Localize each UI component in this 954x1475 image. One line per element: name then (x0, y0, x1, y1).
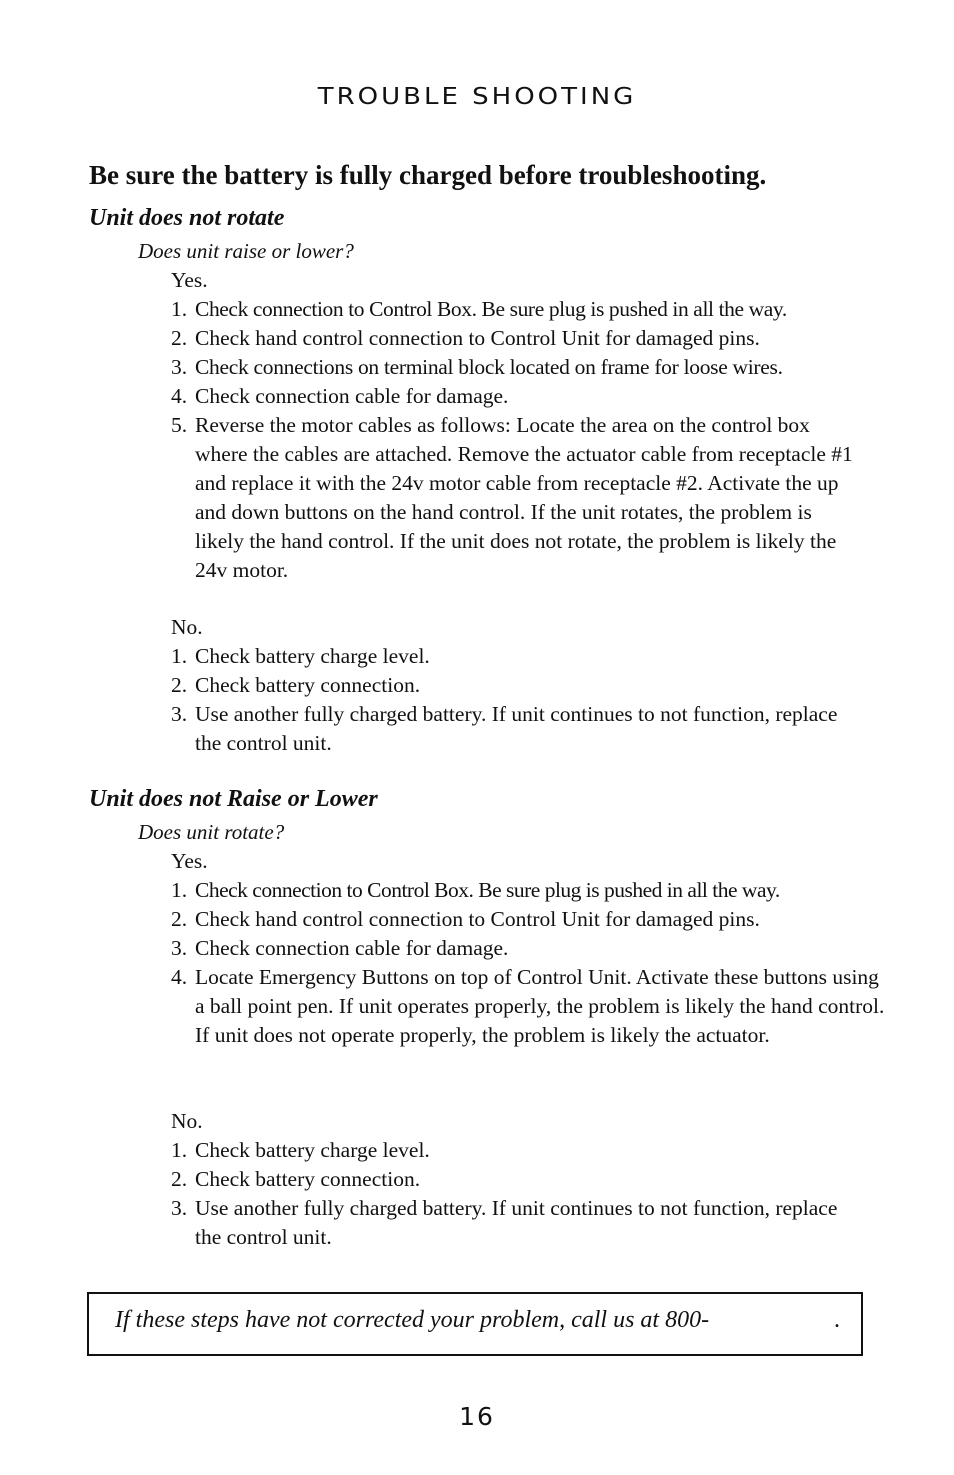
list-item (171, 905, 891, 934)
step-number: 1. (171, 1138, 188, 1162)
list-item (171, 963, 891, 1050)
question-rotate: Does unit rotate? (138, 820, 285, 844)
page-title: TROUBLE SHOOTING (317, 83, 637, 111)
list-item (171, 324, 891, 353)
section-heading-not-rotate: Unit does not rotate (89, 205, 285, 231)
step-text: Use another fully charged battery. If unit continues to not function, replace the control unit. (195, 1196, 838, 1249)
step-text: Check connections on terminal block located on frame for loose wires. (195, 355, 783, 379)
step-text: Check connection cable for damage. (195, 936, 509, 960)
step-number: 4. (171, 965, 188, 989)
step-text: Check battery connection. (195, 673, 421, 697)
steps-list (171, 876, 891, 1050)
step-number: 3. (171, 355, 188, 379)
answer-no-block (171, 613, 891, 758)
step-text: Use another fully charged battery. If unit continues to not function, replace the control unit. (195, 702, 838, 755)
step-number: 3. (171, 936, 188, 960)
steps-list (171, 642, 891, 758)
steps-list (171, 295, 891, 585)
step-number: 2. (171, 1167, 188, 1191)
list-item (171, 295, 891, 324)
contact-notice-box (87, 1292, 863, 1356)
section-heading-not-raise-lower: Unit does not Raise or Lower (89, 786, 378, 812)
list-item (171, 1194, 891, 1252)
step-number: 3. (171, 702, 188, 726)
list-item (171, 700, 891, 758)
step-number: 1. (171, 297, 188, 321)
step-text: Check hand control connection to Control Unit for damaged pins. (195, 326, 760, 350)
step-number: 2. (171, 907, 188, 931)
step-text: Check connection to Control Box. Be sure plug is pushed in all the way. (195, 297, 787, 321)
list-item (171, 1136, 891, 1165)
steps-list (171, 1136, 891, 1252)
answer-yes-block (171, 266, 891, 585)
answer-label-yes: Yes. (171, 268, 208, 292)
step-number: 5. (171, 413, 188, 437)
answer-no-block (171, 1107, 891, 1252)
step-text: Check hand control connection to Control Unit for damaged pins. (195, 907, 760, 931)
step-number: 3. (171, 1196, 188, 1220)
step-text: Locate Emergency Buttons on top of Control Unit. Activate these buttons using a ball point pen. If unit operates properly, the problem is likely the hand control. If unit does not operate properly, the problem is likely the actuator. (195, 965, 885, 1047)
answer-label-no: No. (171, 615, 203, 639)
page-number: 16 (459, 1402, 495, 1431)
step-number: 1. (171, 644, 188, 668)
contact-notice-text: If these steps have not corrected your problem, call us at 800- (115, 1307, 710, 1333)
question-raise-or-lower: Does unit raise or lower? (138, 239, 354, 263)
intro-statement: Be sure the battery is fully charged before troubleshooting. (89, 160, 767, 190)
list-item (171, 934, 891, 963)
list-item (171, 353, 891, 382)
contact-notice-period: . (834, 1307, 840, 1333)
step-text: Check battery connection. (195, 1167, 421, 1191)
answer-yes-block (171, 847, 891, 1050)
list-item (171, 876, 891, 905)
step-number: 2. (171, 673, 188, 697)
step-number: 1. (171, 878, 188, 902)
step-text: Check battery charge level. (195, 644, 430, 668)
answer-label-yes: Yes. (171, 849, 208, 873)
list-item (171, 382, 891, 411)
answer-label-no: No. (171, 1109, 203, 1133)
list-item (171, 411, 891, 585)
step-number: 4. (171, 384, 188, 408)
step-text: Check battery charge level. (195, 1138, 430, 1162)
step-number: 2. (171, 326, 188, 350)
list-item (171, 671, 891, 700)
list-item (171, 642, 891, 671)
list-item (171, 1165, 891, 1194)
step-text: Check connection to Control Box. Be sure plug is pushed in all the way. (195, 878, 780, 902)
step-text: Reverse the motor cables as follows: Locate the area on the control box where the cables are attached. Remove the actuator cable from receptacle #1 and replace it with the 24v motor cable from receptacle #2. Activate the up and down buttons on the hand control. If the unit rotates, the problem is likely the hand control. If the unit does not rotate, the problem is likely the 24v motor. (195, 413, 853, 582)
step-text: Check connection cable for damage. (195, 384, 509, 408)
